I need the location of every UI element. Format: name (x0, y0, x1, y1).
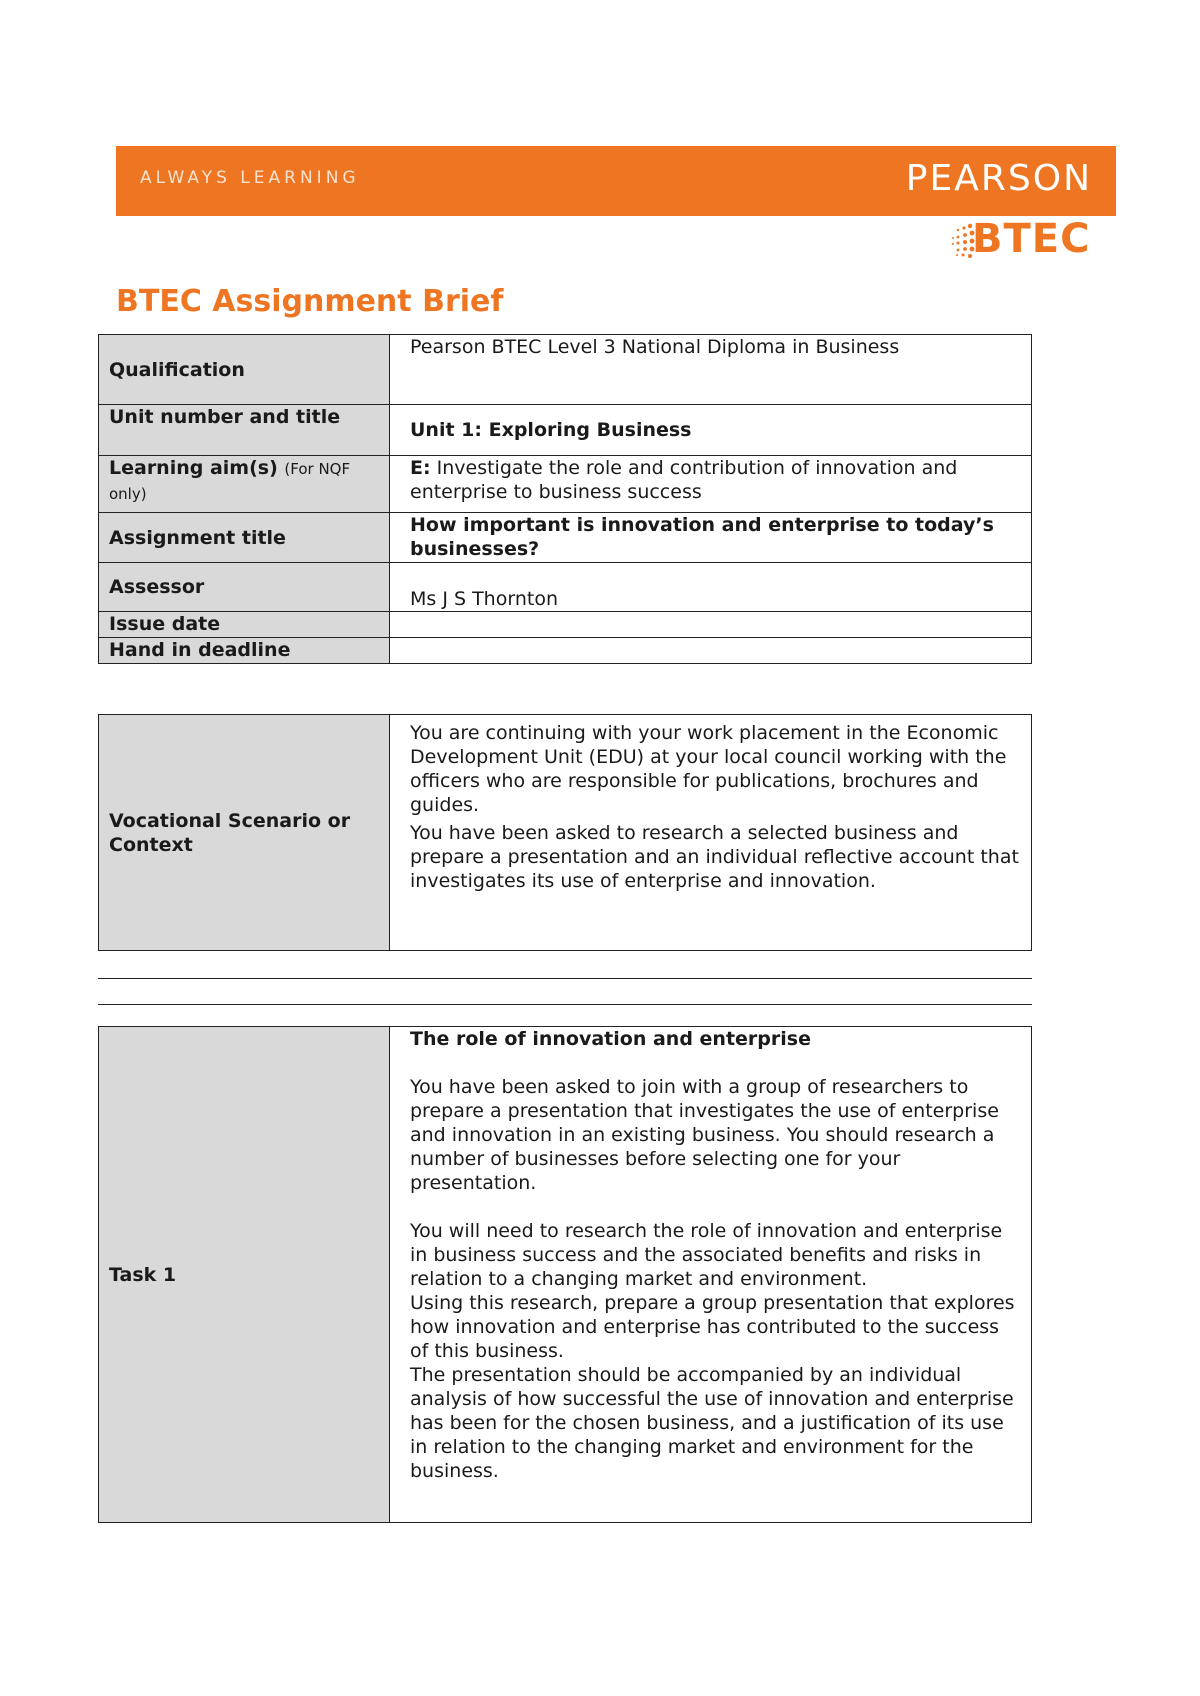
divider (98, 1004, 1032, 1005)
issue-date-label: Issue date (99, 612, 390, 638)
unit-value: Unit 1: Exploring Business (390, 405, 1032, 456)
table-row (99, 612, 1032, 638)
assessor-value: Ms J S Thornton (390, 563, 1032, 612)
learning-aim-value-cell (390, 456, 1032, 513)
task-paragraph: Using this research, prepare a group presentation that explores how innovation and enterprise has contributed to the success of this business. (410, 1292, 1015, 1362)
learning-aim-prefix: E: (410, 457, 431, 479)
learning-aim-label: Learning aim(s) (109, 457, 278, 479)
scenario-table (98, 714, 1032, 951)
scenario-paragraph: You have been asked to research a selected business and prepare a presentation and an individual reflective account that investigates its use of enterprise and innovation. (410, 822, 1019, 892)
task-heading: The role of innovation and enterprise (410, 1028, 811, 1050)
assignment-title-label: Assignment title (99, 513, 390, 563)
learning-aim-note: (For NQF only) (109, 460, 351, 503)
task-label: Task 1 (99, 1027, 390, 1523)
issue-date-value (390, 612, 1032, 638)
scenario-label: Vocational Scenario or Context (99, 715, 390, 951)
task-paragraph: You have been asked to join with a group of researchers to prepare a presentation that investigates the use of enterprise and innovation in an existing business. You should research a number of businesses before selecting one for your presentation. (410, 1076, 999, 1194)
table-row (99, 1027, 1032, 1523)
unit-label: Unit number and title (99, 405, 390, 456)
divider (98, 978, 1032, 979)
task-paragraph: You will need to research the role of innovation and enterprise in business success and the associated benefits and risks in relation to a changing market and environment. (410, 1220, 1003, 1290)
qualification-value: Pearson BTEC Level 3 National Diploma in Business (390, 335, 1032, 405)
scenario-paragraph: You are continuing with your work placement in the Economic Development Unit (EDU) at your local council working with the officers who are responsible for publications, brochures and guides. (410, 722, 1007, 816)
table-row (99, 638, 1032, 664)
deadline-value (390, 638, 1032, 664)
table-row (99, 563, 1032, 612)
table-row (99, 715, 1032, 951)
scenario-text (390, 715, 1032, 951)
task-paragraph: The presentation should be accompanied by an individual analysis of how successful the use of innovation and enterprise has been for the chosen business, and a justification of its use in relation to the changing market and environment for the business. (410, 1364, 1014, 1482)
btec-wordmark: BTEC (972, 216, 1091, 262)
assignment-title-value: How important is innovation and enterprise to today’s businesses? (390, 513, 1032, 563)
table-row (99, 335, 1032, 405)
learning-aim-label-cell (99, 456, 390, 513)
pearson-logo: PEARSON (905, 158, 1092, 199)
learning-aim-value: Investigate the role and contribution of innovation and enterprise to business success (410, 457, 958, 503)
task-table (98, 1026, 1032, 1523)
page-title: BTEC Assignment Brief (116, 284, 504, 319)
table-row (99, 456, 1032, 513)
assessor-label: Assessor (99, 563, 390, 612)
qualification-label: Qualification (99, 335, 390, 405)
assignment-details-table (98, 334, 1032, 664)
table-row (99, 405, 1032, 456)
pearson-banner (116, 146, 1116, 216)
table-row (99, 513, 1032, 563)
task-text (390, 1027, 1032, 1523)
btec-logo (950, 216, 1100, 262)
banner-tagline: ALWAYS LEARNING (140, 168, 360, 188)
deadline-label: Hand in deadline (99, 638, 390, 664)
